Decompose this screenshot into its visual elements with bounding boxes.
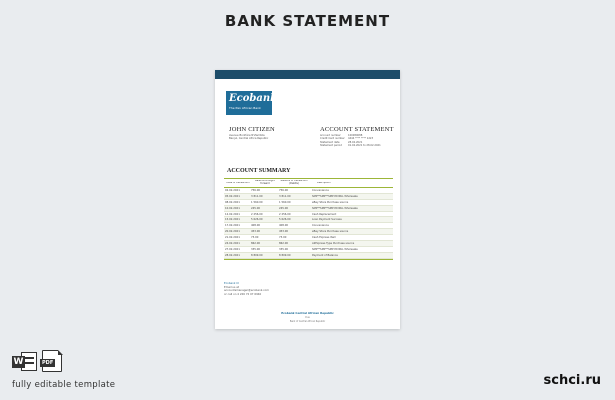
table-cell: 27.02.2021 (225, 247, 240, 251)
document-footer (215, 311, 400, 323)
document-header-band (215, 70, 400, 79)
table-cell: 245.00 (279, 206, 289, 210)
info-label: Credit Card number (320, 137, 345, 141)
column-header: Date of transaction (226, 181, 250, 184)
footer-note: Bank of Central African Republic (289, 320, 326, 323)
table-cell: 20.02.2021 (225, 230, 240, 234)
table-cell: 73.00 (279, 236, 287, 240)
contact-line: Ecobank CI (224, 281, 239, 285)
table-cell: SMP**SMP**SMP PAYPAL Wholesale (312, 206, 358, 210)
statement-info (320, 134, 381, 148)
info-label: Account number (320, 134, 341, 137)
table-cell: Convenience (312, 224, 329, 228)
bank-logo (226, 91, 278, 115)
table-cell: SMP**SMP**SMP PAYPAL Wholesale (312, 194, 358, 198)
statement-document (215, 70, 400, 329)
word-badge: W (13, 357, 24, 367)
table-cell: 408.00 (251, 224, 261, 228)
contact-block (224, 282, 269, 296)
info-value: 100080088 (348, 134, 363, 137)
table-cell: 17.02.2021 (225, 224, 240, 228)
info-value: 01.02.2021 to 28.02.2021 (348, 144, 381, 148)
table-cell: 73.00 (251, 236, 259, 240)
table-cell: Loan Payment Success (312, 218, 342, 222)
table-cell: eBay Store Purchase source (312, 200, 349, 204)
account-summary-title: ACCOUNT SUMMARY (227, 168, 291, 174)
info-label: Statement period (320, 144, 342, 148)
info-value: 28.02.2021 (348, 140, 363, 144)
table-cell: 862.00 (279, 241, 289, 245)
table-cell: 2 256.00 (279, 212, 291, 216)
table-cell: 02.02.2021 (225, 188, 240, 192)
table-cell: Payment of Balance (312, 253, 338, 257)
column-header: Balance Brought forward (255, 180, 275, 185)
address-line: Banjul, Central Africa Republic (229, 137, 269, 141)
table-cell: 2 256.00 (251, 212, 263, 216)
table-cell: 453.00 (279, 230, 289, 234)
table-cell: 08.02.2021 (225, 200, 240, 204)
table-cell: 24.02.2021 (225, 241, 240, 245)
table-cell: 5 626.00 (251, 218, 263, 222)
table-cell: 335.00 (279, 247, 289, 251)
table-cell: AliExpress Type Purchase source (312, 241, 355, 245)
table-cell: 21.02.2021 (225, 236, 240, 240)
contact-line: or call on 4 226 72 07 6940 (224, 291, 262, 296)
column-header: Description (317, 181, 331, 184)
table-cell: 10.02.2021 (225, 206, 240, 210)
table-header (224, 178, 393, 188)
template-caption: fully editable template (12, 380, 116, 390)
table-cell: 756.00 (251, 188, 261, 192)
logo-tagline: The Pan African Bank (229, 106, 261, 110)
transactions-table (224, 178, 393, 260)
table-cell: Cash Replacement (312, 212, 337, 216)
table-cell: 756.00 (279, 188, 289, 192)
info-label: Statement date (320, 140, 340, 144)
pdf-icon (42, 350, 62, 372)
info-value: 4444 **** **** 1223 (348, 137, 374, 141)
table-cell: 8 809.00 (251, 253, 263, 257)
footer-sub: Due (305, 316, 310, 319)
customer-address (229, 134, 268, 141)
table-body (224, 188, 393, 259)
table-cell: 1 560.00 (279, 200, 291, 204)
table-cell: Cash Express Item (312, 236, 337, 240)
table-cell: 245.00 (251, 206, 261, 210)
address-line: Avenue Bonfrère N'Zambila (229, 134, 265, 137)
table-cell: 408.00 (279, 224, 289, 228)
statement-info-row (320, 144, 381, 147)
table-cell: eBay Store Purchase source (312, 230, 349, 234)
page-heading: BANK STATEMENT (224, 12, 391, 30)
table-cell: 8 809.00 (279, 253, 291, 257)
table-cell: 3 811.00 (251, 194, 263, 198)
customer-name: JOHN CITIZEN (229, 126, 275, 133)
format-icons (12, 350, 62, 372)
footer-main: Ecobank Central African Republic (281, 311, 334, 315)
table-cell: Convenience (312, 188, 329, 192)
site-name: schci.ru (543, 373, 601, 388)
table-cell: 335.00 (251, 247, 261, 251)
table-cell: SMP**SMP**SMP PAYPAL Wholesale (312, 247, 358, 251)
table-cell: 862.00 (251, 241, 261, 245)
table-cell: 3 811.00 (279, 194, 291, 198)
contact-line: accountsmanager@ecobank.com (224, 288, 269, 293)
table-cell: 5 626.00 (279, 218, 291, 222)
contact-line: Email us at (224, 284, 239, 289)
logo-name: Ecobank (229, 93, 278, 104)
table-cell: 12.02.2021 (225, 212, 240, 216)
table-cell: 1 560.00 (251, 200, 263, 204)
word-icon (12, 350, 38, 372)
table-cell: 28.02.2021 (225, 253, 240, 257)
statement-title: ACCOUNT STATEMENT (320, 126, 394, 133)
column-header: Balance of transaction (Debits) (280, 180, 308, 185)
pdf-badge: PDF (42, 360, 54, 366)
table-bottom-rule (224, 259, 393, 260)
table-cell: 15.02.2021 (225, 218, 240, 222)
table-cell: 453.00 (251, 230, 261, 234)
table-cell: 05.02.2021 (225, 194, 240, 198)
